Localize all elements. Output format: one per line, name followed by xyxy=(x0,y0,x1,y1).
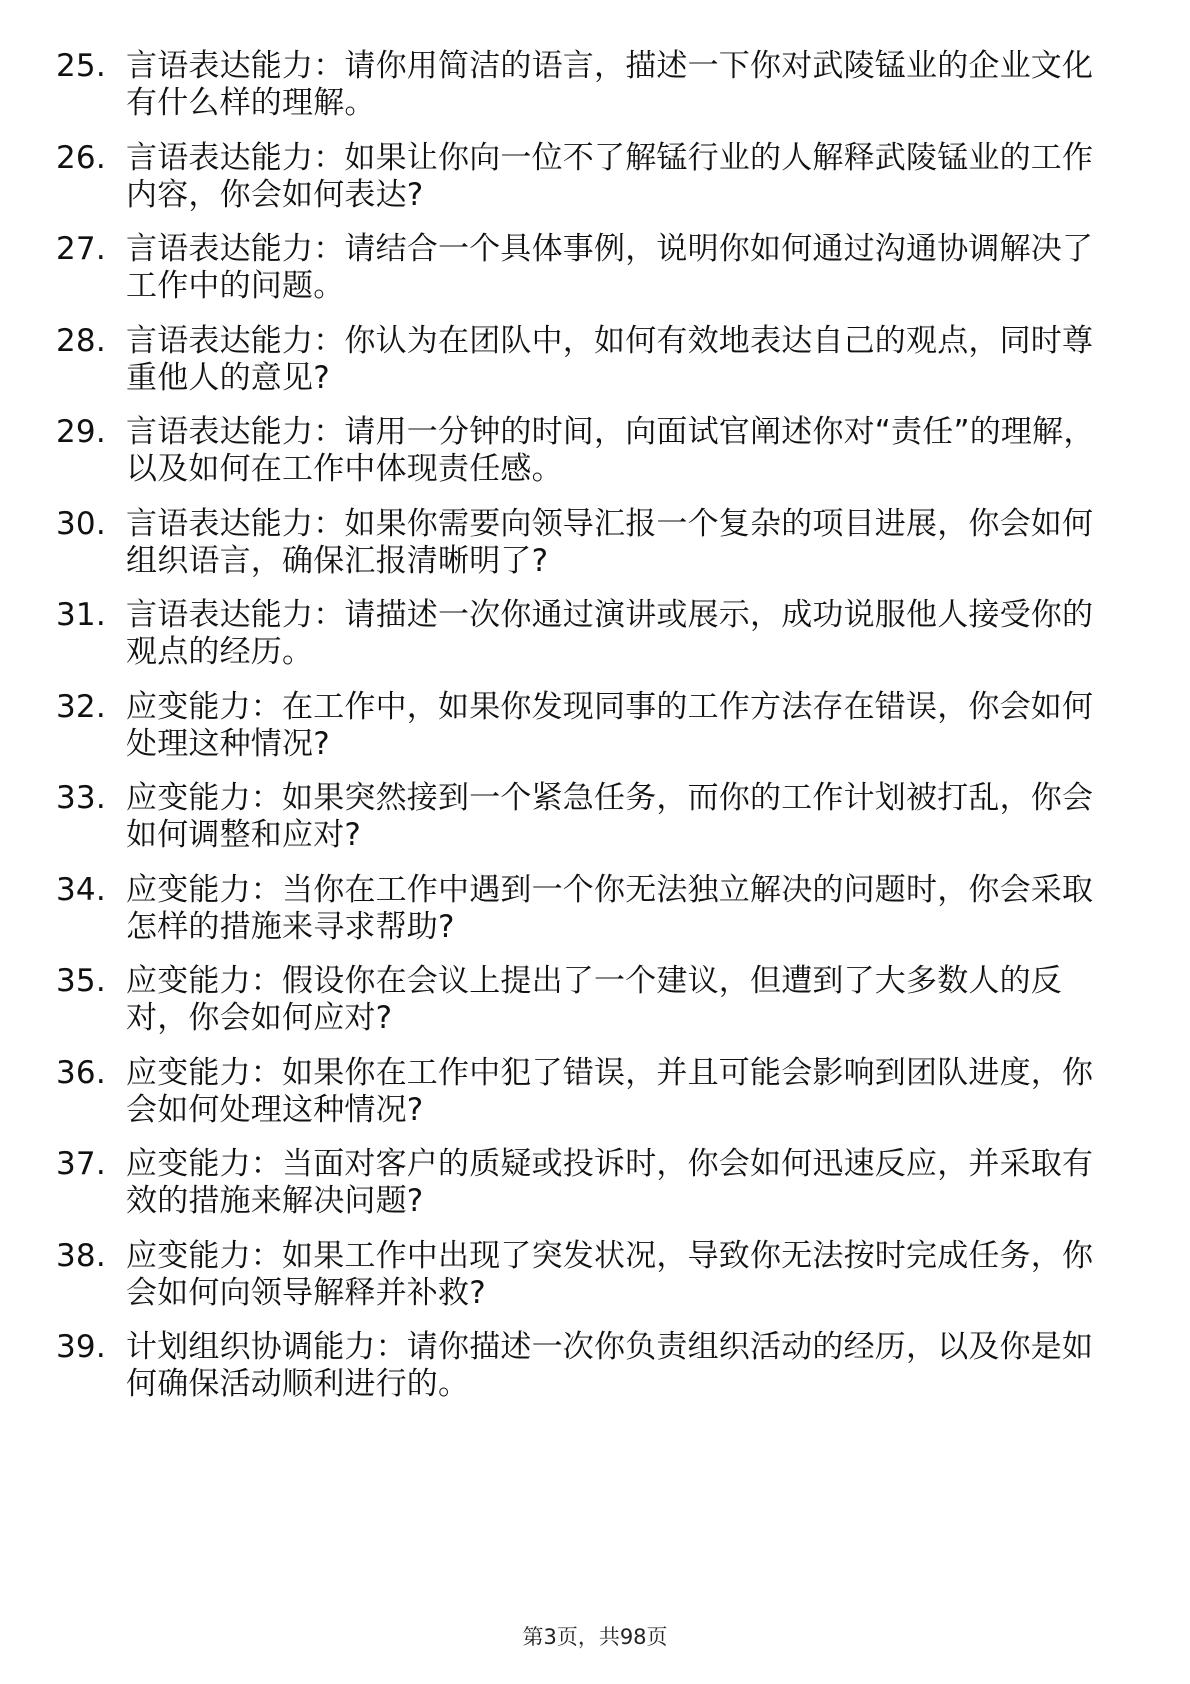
question-number: 38. xyxy=(56,1237,106,1274)
question-item xyxy=(56,1146,1116,1220)
question-text: 言语表达能力：请描述一次你通过演讲或展示，成功说服他人接受你的观点的经历。 xyxy=(126,597,1094,670)
question-text: 应变能力：如果你在工作中犯了错误，并且可能会影响到团队进度，你会如何处理这种情况? xyxy=(126,1054,1094,1128)
question-number: 28. xyxy=(56,322,106,359)
question-item xyxy=(56,597,1116,671)
question-item xyxy=(56,1055,1116,1129)
question-item xyxy=(56,48,1116,122)
question-number: 29. xyxy=(56,414,106,450)
question-item xyxy=(56,780,1116,854)
question-item xyxy=(56,414,1116,488)
question-text: 言语表达能力：如果你需要向领导汇报一个复杂的项目进展，你会如何组织语言，确保汇报清晰明了? xyxy=(126,505,1094,579)
question-number: 31. xyxy=(56,597,106,633)
question-text: 计划组织协调能力：请你描述一次你负责组织活动的经历，以及你是如何确保活动顺利进行的。 xyxy=(126,1329,1094,1402)
question-text: 应变能力：如果工作中出现了突发状况，导致你无法按时完成任务，你会如何向领导解释并补救? xyxy=(126,1237,1094,1311)
question-number: 33. xyxy=(56,780,106,816)
question-text: 应变能力：当你在工作中遇到一个你无法独立解决的问题时，你会采取怎样的措施来寻求帮助? xyxy=(126,871,1094,945)
question-text: 言语表达能力：请结合一个具体事例，说明你如何通过沟通协调解决了工作中的问题。 xyxy=(126,231,1094,304)
question-item xyxy=(56,872,1116,946)
question-item xyxy=(56,1329,1116,1403)
question-item xyxy=(56,1238,1116,1312)
question-number: 32. xyxy=(56,688,106,725)
question-number: 25. xyxy=(56,48,106,84)
question-number: 30. xyxy=(56,505,106,542)
question-item xyxy=(56,140,1116,214)
question-text: 应变能力：如果突然接到一个紧急任务，而你的工作计划被打乱，你会如何调整和应对? xyxy=(126,780,1094,853)
question-item xyxy=(56,323,1116,397)
question-item xyxy=(56,506,1116,580)
question-number: 34. xyxy=(56,871,106,908)
question-text: 言语表达能力：如果让你向一位不了解锰行业的人解释武陵锰业的工作内容，你会如何表达? xyxy=(126,139,1094,213)
question-list xyxy=(56,48,1116,1403)
question-text: 言语表达能力：请用一分钟的时间，向面试官阐述你对“责任”的理解，以及如何在工作中体现责任感。 xyxy=(126,414,1095,487)
question-item xyxy=(56,231,1116,305)
question-item xyxy=(56,963,1116,1037)
question-text: 应变能力：当面对客户的质疑或投诉时，你会如何迅速反应，并采取有效的措施来解决问题? xyxy=(126,1146,1094,1219)
question-number: 39. xyxy=(56,1329,106,1365)
page-footer: 第3页，共98页 xyxy=(522,1625,668,1649)
question-text: 应变能力：假设你在会议上提出了一个建议，但遭到了大多数人的反对，你会如何应对? xyxy=(126,963,1062,1036)
question-number: 35. xyxy=(56,963,106,999)
question-text: 言语表达能力：请你用简洁的语言，描述一下你对武陵锰业的企业文化有什么样的理解。 xyxy=(126,48,1094,121)
question-number: 27. xyxy=(56,231,106,267)
question-number: 37. xyxy=(56,1146,106,1182)
question-number: 36. xyxy=(56,1054,106,1091)
question-text: 应变能力：在工作中，如果你发现同事的工作方法存在错误，你会如何处理这种情况? xyxy=(126,688,1094,762)
question-item xyxy=(56,689,1116,763)
question-number: 26. xyxy=(56,139,106,176)
question-text: 言语表达能力：你认为在团队中，如何有效地表达自己的观点，同时尊重他人的意见? xyxy=(126,322,1094,396)
